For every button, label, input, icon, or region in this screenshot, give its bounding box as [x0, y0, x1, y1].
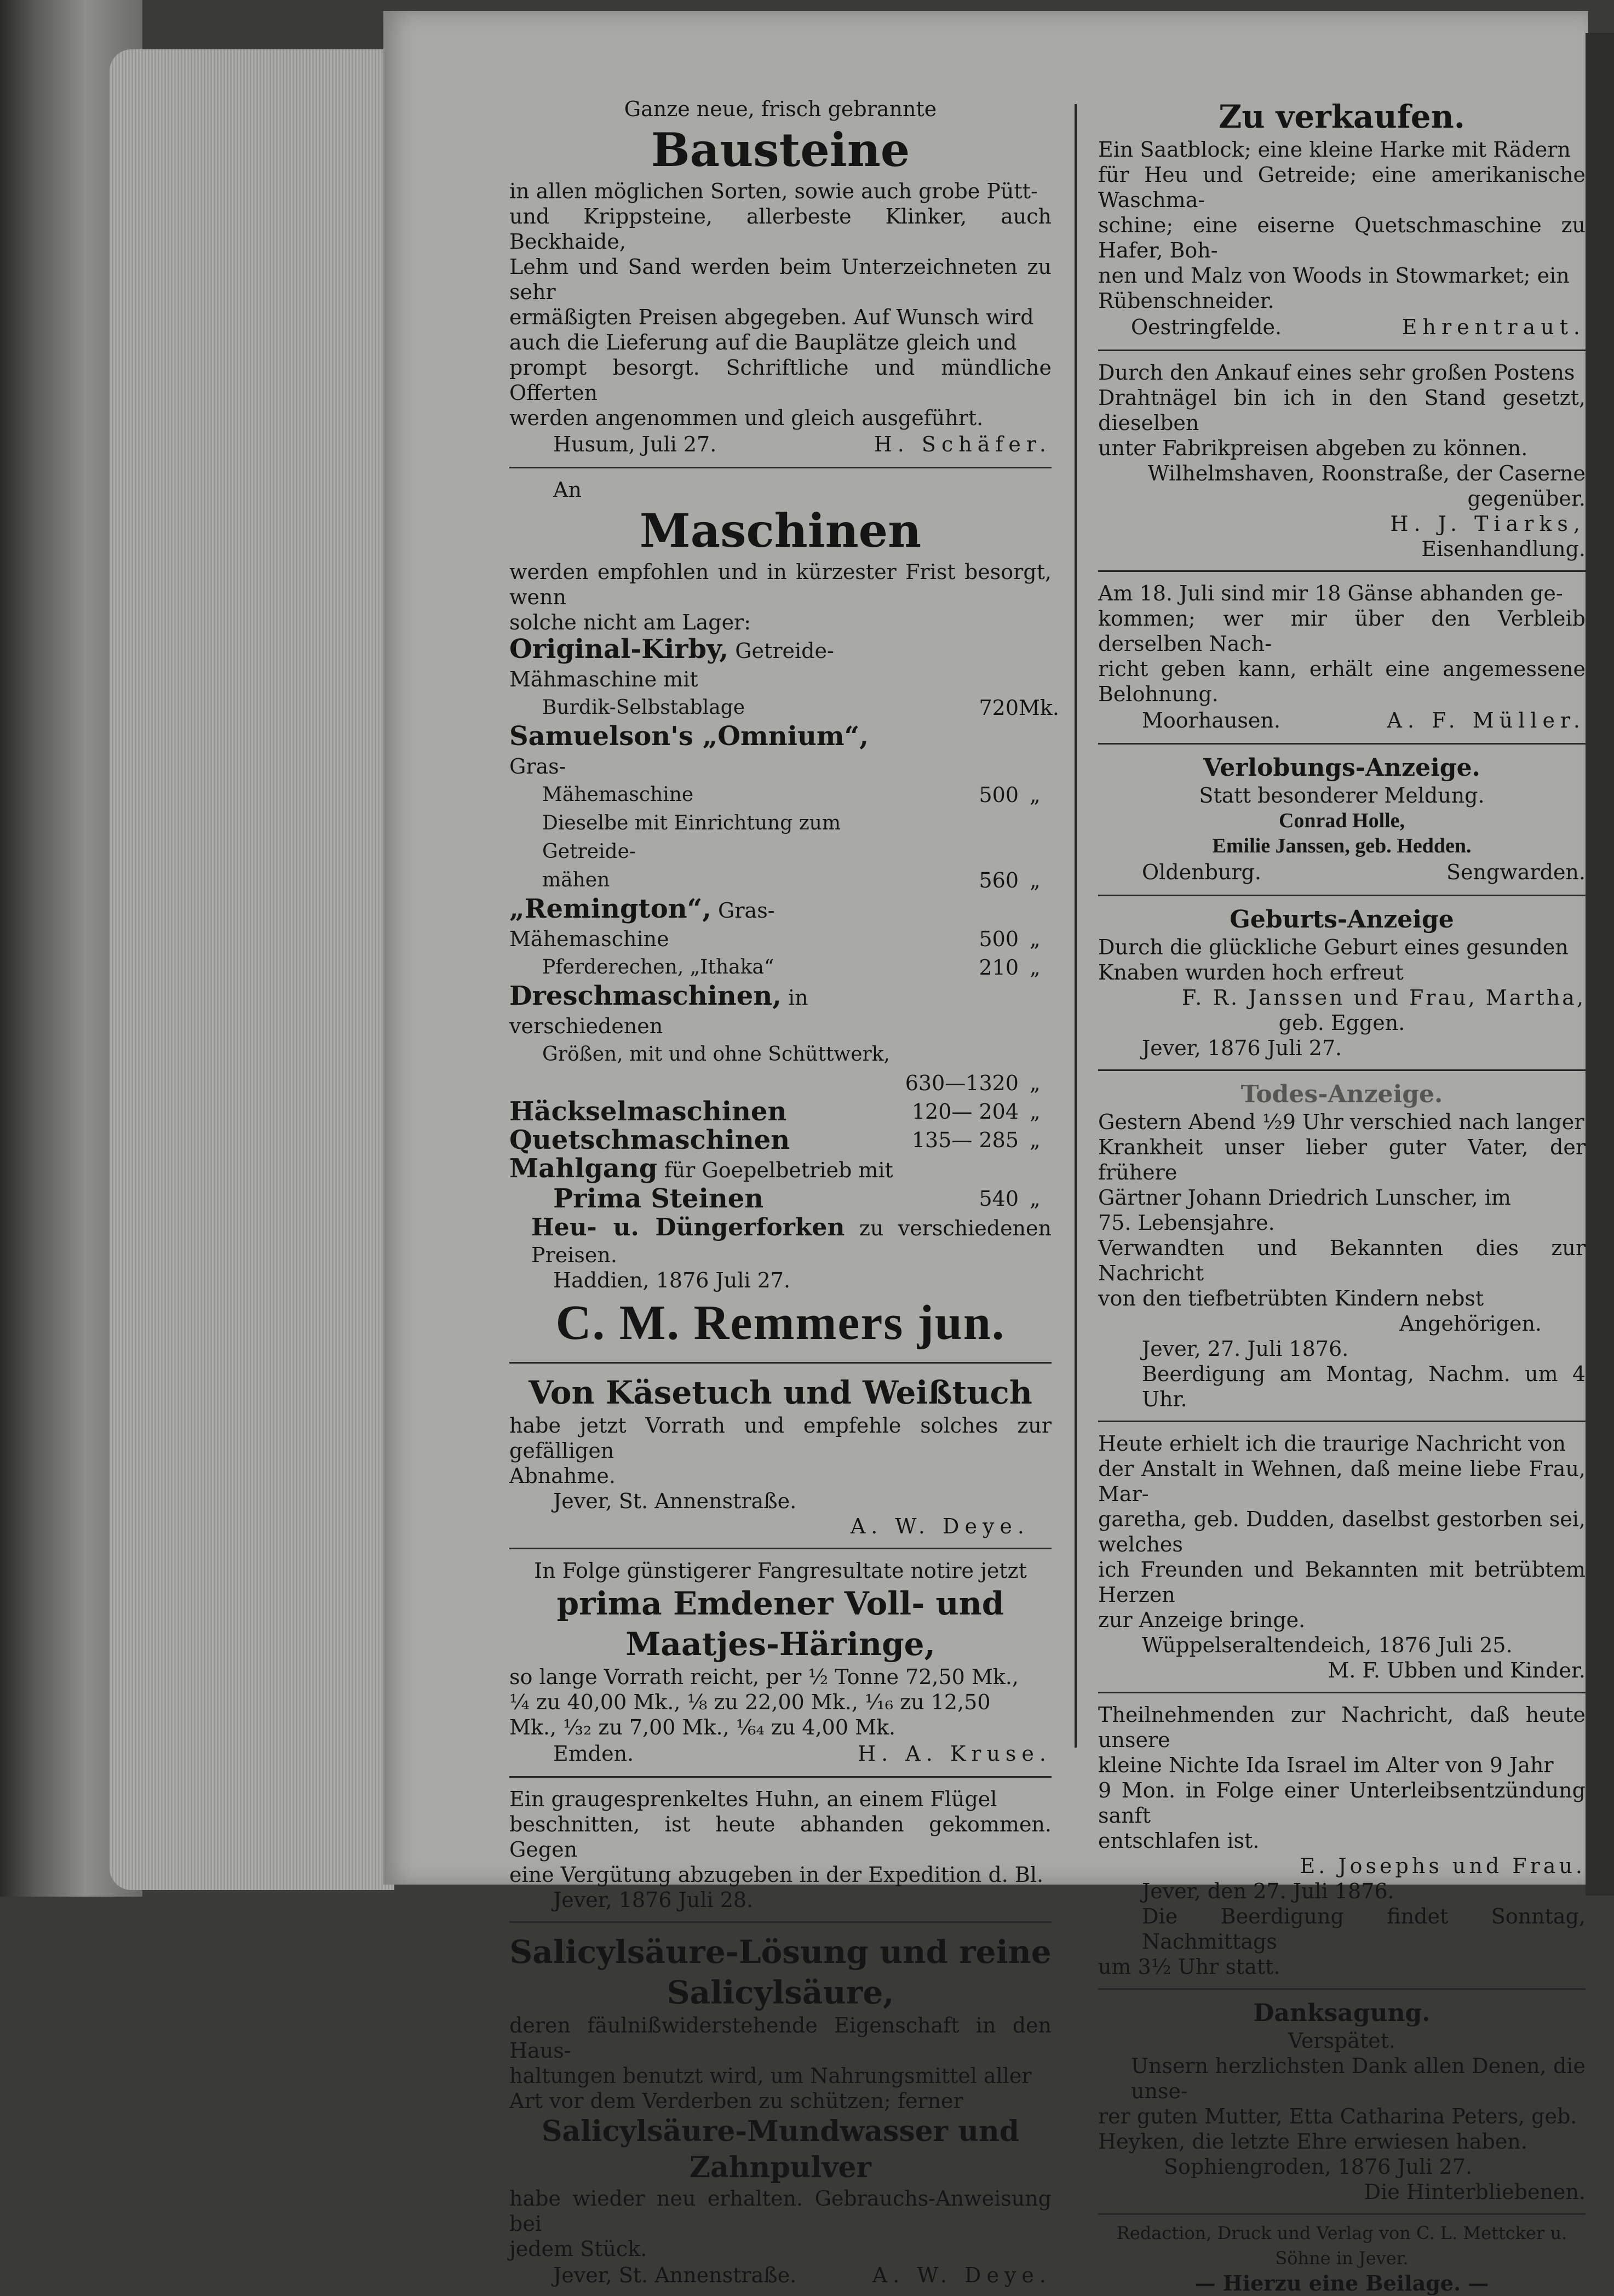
machine-price: 560: [979, 868, 1019, 892]
machine-unit: „: [1030, 1187, 1041, 1211]
ad-signature: F. R. Janssen und Frau, Martha,: [1181, 986, 1586, 1010]
ad-body-line: 75. Lebensjahre.: [1098, 1211, 1275, 1235]
ad-separator: [1098, 570, 1586, 572]
machine-desc: mähen: [542, 869, 610, 891]
ad-haeringe: [509, 1555, 1052, 1771]
machine-name: Quetschmaschinen: [509, 1125, 790, 1155]
machine-name: „Remington“,: [509, 894, 711, 924]
ad-place: Jever, St. Annenstraße.: [553, 1489, 797, 1513]
ad-body-line: Lehm und Sand werden beim Unterzeichneten zu sehr: [509, 255, 1052, 304]
ad-separator: [1098, 1069, 1586, 1071]
ad-todes-anzeige: [1098, 1077, 1586, 1415]
machine-row: [509, 635, 1052, 694]
ad-body-line: entschlafen ist.: [1098, 1829, 1260, 1853]
machine-desc: Dieselbe mit Einrichtung zum Getreide-: [542, 812, 841, 863]
machine-price: 500: [979, 783, 1019, 807]
imprint: Redaction, Druck und Verlag von C. L. Mettcker u. Söhne in Jever.: [1116, 2223, 1567, 2269]
machine-price: 720: [979, 696, 1019, 720]
ad-body-line: ¼ zu 40,00 Mk., ⅛ zu 22,00 Mk., ¹⁄₁₆ zu 12,50: [509, 1690, 991, 1714]
machine-desc: Getreide-Mähmaschine mit: [509, 639, 834, 691]
ad-headline: Maschinen: [639, 503, 922, 558]
ad-headline: Bausteine: [651, 123, 910, 177]
ad-body-line: kommen; wer mir über den Verbleib derselben Nach-: [1098, 606, 1586, 656]
ad-headline: Maatjes-Häringe,: [625, 1625, 935, 1663]
ad-bausteine: [509, 93, 1052, 461]
ad-body-line: beschnitten, ist heute abhanden gekommen. Gegen: [509, 1812, 1052, 1862]
ad-body-line: solche nicht am Lager:: [509, 610, 751, 634]
machine-unit: „: [1030, 1071, 1041, 1095]
machine-price: 135— 285: [911, 1128, 1019, 1152]
ad-place: Sengwarden.: [1446, 860, 1586, 884]
ad-body-line: habe wieder neu erhalten. Gebrauchs-Anweisung bei: [509, 2186, 1052, 2236]
machine-row: [509, 1040, 1052, 1069]
ad-body-line: so lange Vorrath reicht, per ½ Tonne 72,50 Mk.,: [509, 1665, 1019, 1689]
machine-desc: Größen, mit und ohne Schüttwerk,: [542, 1043, 890, 1066]
ad-body-line: werden empfohlen und in kürzester Frist besorgt, wenn: [509, 560, 1052, 609]
ad-lead: An: [553, 478, 582, 502]
ad-headline: Zu verkaufen.: [1218, 98, 1465, 135]
ad-body-line: Durch die glückliche Geburt eines gesunden: [1098, 935, 1569, 959]
ad-signature: Eisenhandlung.: [1421, 537, 1586, 561]
ad-lead: Statt besonderer Meldung.: [1199, 783, 1485, 808]
machine-unit: „: [1030, 1100, 1041, 1124]
machine-name: Samuelson's „Omnium“,: [509, 721, 869, 752]
machine-unit: Mk.: [1019, 696, 1060, 720]
ad-zu-verkaufen: [1098, 93, 1586, 344]
ad-signature: H. Schäfer.: [874, 432, 1052, 456]
ad-headline: Danksagung.: [1253, 1999, 1431, 2027]
page-right-shadow: [1586, 33, 1614, 1896]
ad-body-line: Ein graugesprenkeltes Huhn, an einem Flügel: [509, 1787, 997, 1811]
supplement-note: — Hierzu eine Beilage. —: [1194, 2271, 1489, 2295]
ad-signature: Angehörigen.: [1399, 1312, 1542, 1336]
machine-price: 540: [979, 1187, 1019, 1211]
ad-body-line: ich Freunden und Bekannten mit betrübtem Herzen: [1098, 1558, 1586, 1607]
machine-desc: Burdik-Selbstablage: [542, 696, 745, 719]
machine-row: [509, 982, 1052, 1040]
ad-body-line: Ein Saatblock; eine kleine Harke mit Rädern: [1098, 138, 1571, 162]
ad-body-line: Drahtnägel bin ich in den Stand gesetzt, dieselben: [1098, 386, 1586, 435]
ad-footer: [509, 2261, 1052, 2289]
machine-desc: Gras-Mähemaschine: [509, 898, 775, 951]
ad-body-line: und Krippsteine, allerbeste Klinker, auch Beckhaide,: [509, 204, 1052, 254]
ad-ida-israel: [1098, 1699, 1586, 1983]
machine-name: Häckselmaschinen: [509, 1096, 787, 1127]
ad-place: Wüppelseraltendeich, 1876 Juli 25.: [1142, 1633, 1513, 1657]
couple-name: Emilie Janssen, geb. Hedden.: [1212, 834, 1472, 857]
ad-separator: [1098, 895, 1586, 896]
ad-huhn: [509, 1783, 1052, 1916]
ad-signature: A. W. Deye.: [872, 2263, 1052, 2287]
ad-body-line: Heute erhielt ich die traurige Nachricht von: [1098, 1432, 1566, 1456]
machine-name: Original-Kirby,: [509, 634, 729, 665]
ad-place: Haddien, 1876 Juli 27.: [553, 1268, 791, 1292]
ad-body-line: auch die Lieferung auf die Bauplätze gleich und: [509, 330, 1017, 354]
ad-lead: Ganze neue, frisch gebrannte: [624, 97, 937, 121]
ad-place: Sophiengroden, 1876 Juli 27.: [1164, 2155, 1472, 2179]
ad-signature: H. J. Tiarks,: [1390, 512, 1586, 536]
ad-place: Emden.: [553, 1742, 634, 1766]
left-column: [509, 93, 1060, 2292]
ad-signature: geb. Eggen.: [1278, 1011, 1405, 1035]
machine-name: Mahlgang: [509, 1153, 658, 1184]
ad-headline: Zahnpulver: [690, 2151, 871, 2184]
ad-place: Husum, Juli 27.: [553, 432, 717, 456]
ad-drahtnaegel: [1098, 357, 1586, 565]
ad-body-line: in allen möglichen Sorten, sowie auch grobe Pütt-: [509, 179, 1038, 203]
ad-footer: [509, 431, 1052, 458]
ad-place: Oestringfelde.: [1131, 315, 1282, 339]
ad-body-line: Theilnehmenden zur Nachricht, daß heute unsere: [1098, 1703, 1586, 1752]
ad-body-line: habe jetzt Vorrath und empfehle solches zur gefälligen: [509, 1413, 1052, 1463]
ad-signature: Ehrentraut.: [1402, 315, 1586, 339]
ad-headline: Salicylsäure,: [667, 1974, 894, 2011]
ad-lead: Verspätet.: [1288, 2029, 1396, 2053]
ad-body-line: von den tiefbetrübten Kindern nebst: [1098, 1286, 1484, 1310]
ad-body-line: für Heu und Getreide; eine amerikanische Waschma-: [1098, 163, 1586, 212]
machine-desc: Mähemaschine: [542, 783, 694, 806]
ad-body-line: jedem Stück.: [509, 2237, 647, 2261]
ad-body-line: Art vor dem Verderben zu schützen; ferner: [509, 2089, 963, 2113]
ad-funeral: Beerdigung am Montag, Nachm. um 4 Uhr.: [1142, 1362, 1586, 1411]
machine-row: [509, 722, 1052, 781]
ad-maschinen: [509, 474, 1060, 1356]
ad-signature: A. W. Deye.: [850, 1514, 1030, 1538]
machine-name: Dreschmaschinen,: [509, 981, 782, 1011]
ad-headline: Todes-Anzeige.: [1240, 1080, 1443, 1108]
ad-body-line: Gestern Abend ½9 Uhr verschied nach langer: [1098, 1110, 1584, 1134]
ad-kaesetuch: [509, 1369, 1052, 1542]
machine-price: 500: [979, 927, 1019, 951]
ad-headline: Geburts-Anzeige: [1230, 906, 1454, 934]
ad-body-line: deren fäulnißwiderstehende Eigenschaft in den Haus-: [509, 2013, 1052, 2063]
ad-footer: [1098, 313, 1586, 341]
ad-body-line: zur Anzeige bringe.: [1098, 1608, 1306, 1632]
ad-footer: [1098, 858, 1586, 886]
ad-headline: prima Emdener Voll- und: [556, 1585, 1004, 1622]
ad-body-line: unter Fabrikpreisen abgeben zu können.: [1098, 436, 1528, 460]
ad-danksagung: [1098, 1995, 1586, 2208]
machine-price: 210: [979, 955, 1019, 980]
machine-desc: in verschiedenen: [509, 986, 808, 1038]
ad-body-line: der Anstalt in Wehnen, daß meine liebe Frau, Mar-: [1098, 1457, 1586, 1506]
machine-row: [509, 1126, 1052, 1154]
machine-price: 630—1320: [905, 1071, 1019, 1095]
ad-verlobung: [1098, 750, 1586, 889]
forks-tail: zu verschiedenen Preisen.: [531, 1216, 1052, 1267]
machine-desc: Gras-: [509, 754, 566, 778]
ad-body-line: Rübenschneider.: [1098, 289, 1274, 313]
ad-separator: [1098, 1988, 1586, 1990]
ad-signature: A. F. Müller.: [1387, 708, 1586, 732]
machine-row: [509, 895, 1052, 953]
ad-body-line: eine Vergütung abzugeben in der Expedition d. Bl.: [509, 1863, 1044, 1887]
machine-row: [509, 1154, 1052, 1184]
ad-footer: [509, 1740, 1052, 1767]
ad-funeral: um 3½ Uhr statt.: [1098, 1955, 1280, 1979]
ad-body-line: werden angenommen und gleich ausgeführt.: [509, 406, 984, 430]
ad-separator: [509, 1921, 1052, 1923]
ad-funeral: Die Beerdigung findet Sonntag, Nachmittags: [1142, 1904, 1586, 1954]
ad-place: Oldenburg.: [1142, 860, 1261, 884]
ad-body-line: nen und Malz von Woods in Stowmarket; ein: [1098, 264, 1570, 288]
ad-body-line: Krankheit unser lieber guter Vater, der frühere: [1098, 1135, 1586, 1184]
machine-row: [509, 1069, 1052, 1097]
ad-separator: [1098, 350, 1586, 351]
forks-name: Heu- u. Düngerforken: [531, 1213, 845, 1241]
book-page-stack: [110, 49, 394, 1890]
ad-lead: In Folge günstigerer Fangresultate notire jetzt: [534, 1559, 1027, 1583]
machine-price: 120— 204: [911, 1100, 1019, 1124]
ad-separator: [509, 1776, 1052, 1778]
ad-salicylsaeure: [509, 1928, 1052, 2292]
ad-body-line: Durch den Ankauf eines sehr großen Postens: [1098, 360, 1575, 385]
ad-body-line: 9 Mon. in Folge einer Unterleibsentzündung sanft: [1098, 1778, 1586, 1828]
ad-place: Jever, St. Annenstraße.: [553, 2263, 797, 2287]
ad-headline: Von Käsetuch und Weißtuch: [529, 1374, 1032, 1411]
machine-row: [509, 953, 1052, 982]
ad-address: Wilhelmshaven, Roonstraße, der Caserne gegenüber.: [1147, 461, 1586, 511]
ad-signature: M. F. Ubben und Kinder.: [1328, 1658, 1586, 1682]
ad-body-line: Unsern herzlichsten Dank allen Denen, die unse-: [1131, 2054, 1586, 2103]
ad-headline: Salicylsäure-Mundwasser und: [541, 2115, 1020, 2148]
ad-body-line: Abnahme.: [509, 1464, 616, 1488]
machine-unit: „: [1030, 1128, 1041, 1152]
ad-footer: [1098, 707, 1586, 734]
ad-body-line: Knaben wurden hoch erfreut: [1098, 960, 1404, 984]
ad-body-line: Mk., ¹⁄₃₂ zu 7,00 Mk., ¹⁄₆₄ zu 4,00 Mk.: [509, 1715, 896, 1739]
ad-nachricht-wehnen: [1098, 1428, 1586, 1686]
ad-body-line: prompt besorgt. Schriftliche und mündliche Offerten: [509, 356, 1052, 405]
ad-separator: [509, 1362, 1052, 1364]
ad-body-line: Gärtner Johann Driedrich Lunscher, im: [1098, 1186, 1511, 1210]
machine-unit: „: [1030, 955, 1041, 980]
ad-body-line: Heyken, die letzte Ehre erwiesen haben.: [1098, 2129, 1527, 2154]
machine-desc: für Goepelbetrieb mit: [664, 1158, 893, 1182]
machine-row: [509, 809, 1052, 866]
ad-body-line: rer guten Mutter, Etta Catharina Peters, geb.: [1098, 2104, 1577, 2128]
ad-signature: E. Josephs und Frau.: [1300, 1854, 1586, 1878]
ad-body-line: richt geben kann, erhält eine angemessene Belohnung.: [1098, 657, 1586, 706]
machine-row: [509, 694, 1060, 722]
machine-unit: „: [1030, 783, 1041, 807]
machine-unit: „: [1030, 927, 1041, 951]
ad-place: Moorhausen.: [1142, 708, 1280, 732]
ad-place: Jever, 27. Juli 1876.: [1142, 1337, 1349, 1361]
ad-signature: Die Hinterbliebenen.: [1364, 2180, 1586, 2204]
ad-body-line: Am 18. Juli sind mir 18 Gänse abhanden ge-: [1098, 581, 1563, 605]
ad-place: Jever, den 27. Juli 1876.: [1142, 1879, 1394, 1903]
ad-body-line: haltungen benutzt wird, um Nahrungsmittel aller: [509, 2064, 1032, 2088]
right-column: [1098, 93, 1586, 2296]
ad-signature-remmers: C. M. Remmers jun.: [555, 1296, 1006, 1350]
ad-geburt: [1098, 902, 1586, 1064]
ad-separator: [1098, 1692, 1586, 1693]
ad-body-line: kleine Nichte Ida Israel im Alter von 9 Jahr: [1098, 1753, 1554, 1777]
couple-name: Conrad Holle,: [1278, 809, 1405, 832]
ad-body-line: ermäßigten Preisen abgegeben. Auf Wunsch wird: [509, 305, 1034, 329]
machine-row: [509, 781, 1052, 809]
column-divider: [1075, 104, 1077, 1748]
machine-desc: Pferderechen, „Ithaka“: [542, 956, 774, 978]
ad-place: Jever, 1876 Juli 28.: [553, 1888, 754, 1912]
ad-body-line: garetha, geb. Dudden, daselbst gestorben sei, welches: [1098, 1507, 1586, 1556]
machine-row: [509, 866, 1052, 895]
ad-headline: Verlobungs-Anzeige.: [1203, 754, 1480, 782]
ad-body-line: schine; eine eiserne Quetschmaschine zu Hafer, Boh-: [1098, 213, 1586, 262]
ad-separator: [509, 1548, 1052, 1549]
ad-separator: [1098, 2213, 1586, 2215]
ad-separator: [1098, 743, 1586, 745]
ad-body-line: Verwandten und Bekannten dies zur Nachricht: [1098, 1236, 1586, 1285]
machine-unit: „: [1030, 868, 1041, 892]
machine-row: [509, 1184, 1052, 1213]
ad-separator: [1098, 1421, 1586, 1422]
forks-line: [509, 1213, 1052, 1268]
ad-place: Jever, 1876 Juli 27.: [1142, 1036, 1342, 1060]
machine-name: Prima Steinen: [553, 1183, 764, 1214]
ad-headline: Salicylsäure-Lösung und reine: [509, 1933, 1052, 1971]
ad-gaense: [1098, 577, 1586, 737]
ad-signature: H. A. Kruse.: [858, 1742, 1052, 1766]
ad-separator: [509, 467, 1052, 468]
machine-row: [509, 1097, 1052, 1126]
